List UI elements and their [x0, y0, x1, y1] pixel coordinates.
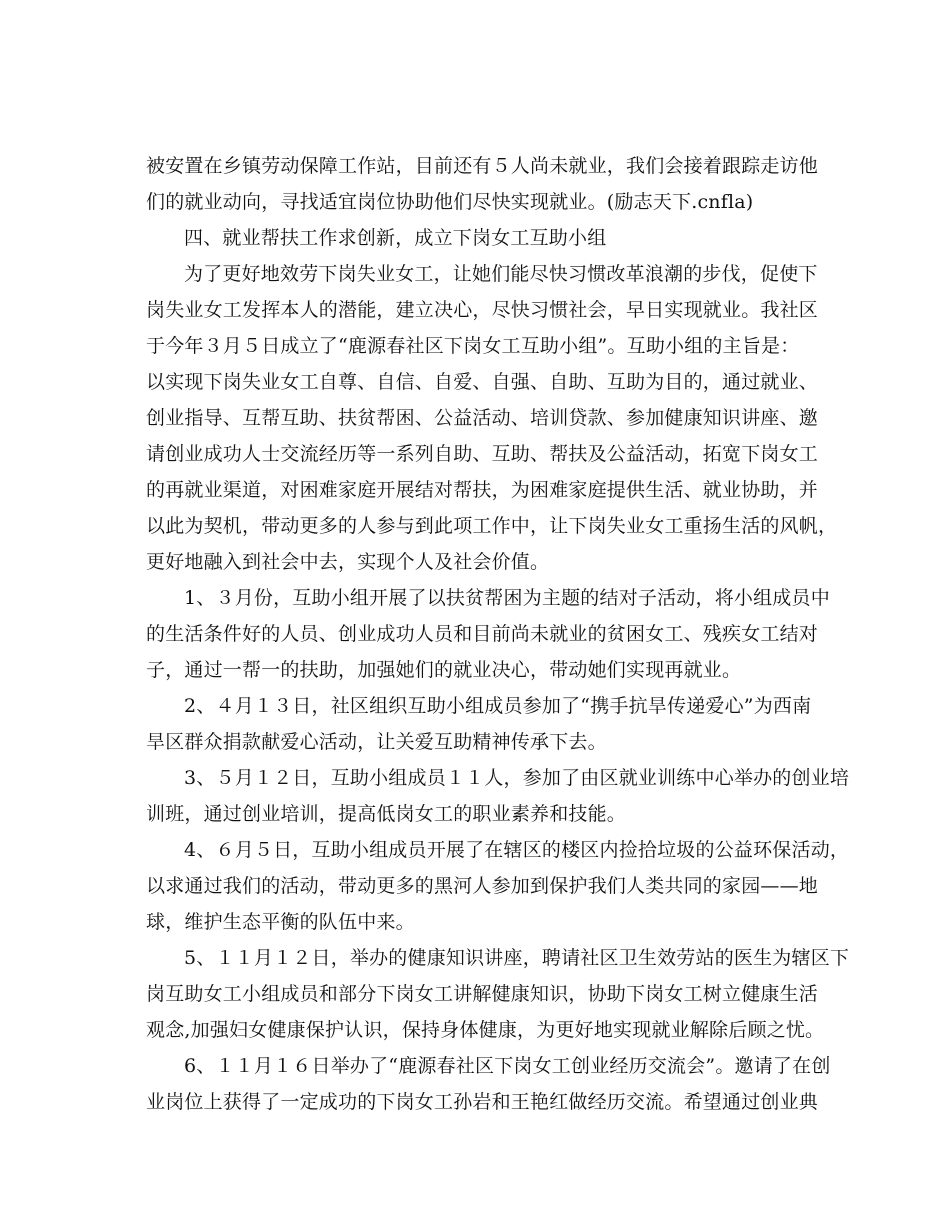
text-line: 的再就业渠道，对困难家庭开展结对帮扶，为困难家庭提供生活、就业协助，并 [146, 479, 819, 501]
text-line: 请创业成功人士交流经历等一系列自助、互助、帮扶及公益活动，拓宽下岗女工 [146, 443, 819, 465]
text-line: 于今年３月５日成立了“鹿源春社区下岗女工互助小组”。互助小组的主旨是： [146, 335, 800, 357]
text-line: 球，维护生态平衡的队伍中来。 [146, 911, 415, 933]
text-line: 更好地融入到社会中去，实现个人及社会价值。 [146, 551, 550, 573]
list-item-3: 3、５月１２日，互助小组成员１１人，参加了由区就业训练中心举办的创业培 [184, 767, 850, 789]
text-line: 岗失业女工发挥本人的潜能，建立决心，尽快习惯社会，早日实现就业。我社区 [146, 299, 819, 321]
document-body [146, 148, 850, 1120]
text-line: 岗互助女工小组成员和部分下岗女工讲解健康知识，协助下岗女工树立健康生活 [146, 983, 819, 1005]
text-line: 被安置在乡镇劳动保障工作站，目前还有５人尚未就业，我们会接着跟踪走访他 [146, 155, 819, 177]
text-line: 子，通过一帮一的扶助，加强她们的就业决心，带动她们实现再就业。 [146, 659, 742, 681]
text-line: 业岗位上获得了一定成功的下岗女工孙岩和王艳红做经历交流。希望通过创业典 [146, 1091, 819, 1113]
text-line: 的生活条件好的人员、创业成功人员和目前尚未就业的贫困女工、残疾女工结对 [146, 623, 819, 645]
list-item-2: 2、４月１３日，社区组织互助小组成员参加了“携手抗旱传递爱心”为西南 [184, 695, 812, 717]
section-heading: 四、就业帮扶工作求创新，成立下岗女工互助小组 [184, 227, 607, 249]
list-item-1: 1、３月份，互助小组开展了以扶贫帮困为主题的结对子活动，将小组成员中 [184, 587, 830, 609]
text-line: 训班，通过创业培训，提高低岗女工的职业素养和技能。 [146, 803, 627, 825]
list-item-4: 4、６月５日，互助小组成员开展了在辖区的楼区内捡拾垃圾的公益环保活动， [184, 839, 850, 861]
text-line: 创业指导、互帮互助、扶贫帮困、公益活动、培训贷款、参加健康知识讲座、邀 [146, 407, 819, 429]
text-lines [146, 148, 850, 1120]
list-item-6: 6、１１月１６日举办了“鹿源春社区下岗女工创业经历交流会”。邀请了在创 [184, 1055, 831, 1077]
list-item-5: 5、１１月１２日，举办的健康知识讲座，聘请社区卫生效劳站的医生为辖区下 [184, 947, 850, 969]
text-line: 们的就业动向，寻找适宜岗位协助他们尽快实现就业。(励志天下.cnfla) [146, 191, 754, 213]
text-line: 以实现下岗失业女工自尊、自信、自爱、自强、自助、互助为目的，通过就业、 [146, 371, 819, 393]
text-line: 以此为契机，带动更多的人参与到此项工作中，让下岗失业女工重扬生活的风帆， [146, 515, 838, 537]
text-line: 观念,加强妇女健康保护认识，保持身体健康，为更好地实现就业解除后顾之忧。 [146, 1019, 825, 1041]
text-line: 以求通过我们的活动，带动更多的黑河人参加到保护我们人类共同的家园——地 [146, 875, 819, 897]
text-line: 旱区群众捐款献爱心活动，让关爱互助精神传承下去。 [146, 731, 607, 753]
text-line: 为了更好地效劳下岗失业女工，让她们能尽快习惯改革浪潮的步伐，促使下 [184, 263, 818, 285]
